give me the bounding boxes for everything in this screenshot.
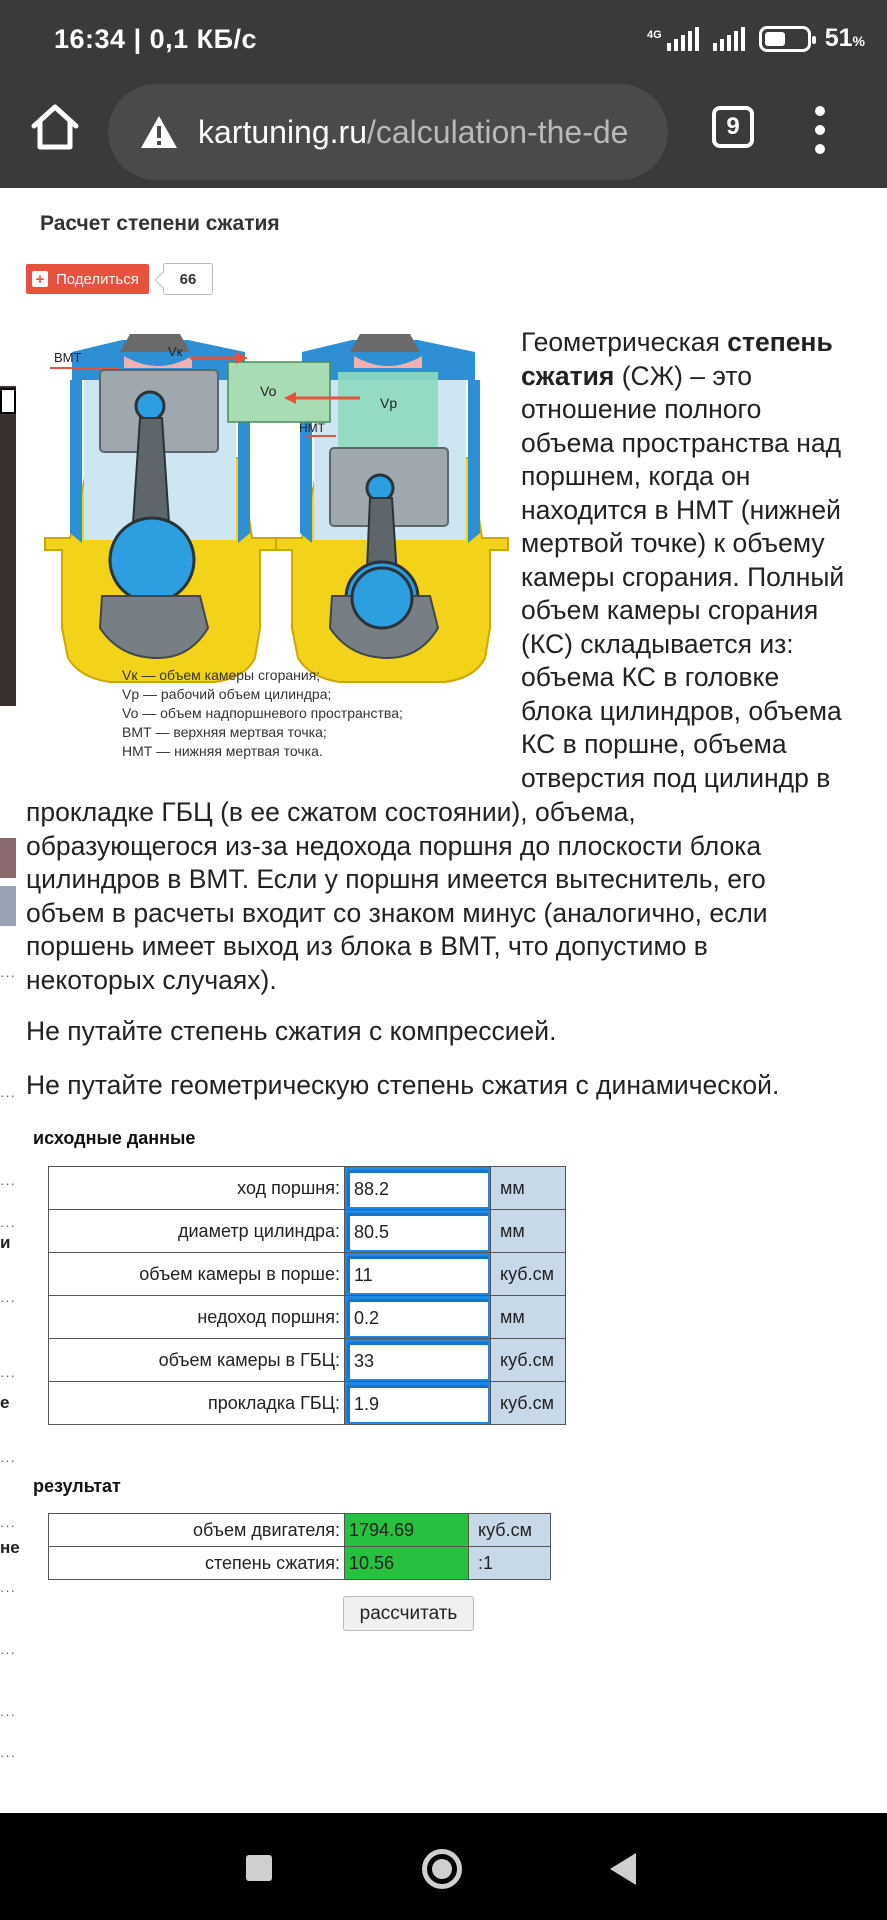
system-nav-bar bbox=[0, 1813, 887, 1920]
text-run: поршнем, когда он bbox=[521, 461, 751, 491]
signal-icon bbox=[713, 27, 745, 51]
input-cell bbox=[345, 1382, 491, 1425]
text-line bbox=[521, 661, 887, 695]
label-vo: Vo bbox=[260, 383, 277, 399]
article-note: Не путайте геометрическую степень сжатия с динамической. bbox=[26, 1070, 780, 1100]
engine-cylinder-diagram bbox=[40, 328, 510, 698]
unit-label: куб.см bbox=[491, 1339, 566, 1382]
input-cell bbox=[345, 1296, 491, 1339]
input-label: ход поршня: bbox=[49, 1167, 345, 1210]
clock: 16:34 bbox=[54, 24, 126, 54]
recents-icon[interactable] bbox=[246, 1855, 272, 1881]
text-run: объем камеры сгорания bbox=[521, 595, 819, 625]
text-line: цилиндров в ВМТ. Если у поршня имеется вытеснитель, его bbox=[26, 864, 766, 894]
text-line bbox=[521, 494, 887, 528]
tab-switcher-button[interactable]: 9 bbox=[712, 106, 754, 148]
text-line bbox=[521, 360, 887, 394]
share-count: 66 bbox=[163, 263, 213, 295]
warning-icon[interactable] bbox=[140, 114, 178, 150]
input-row bbox=[49, 1167, 566, 1210]
plus-icon: + bbox=[32, 271, 48, 287]
unit-label: :1 bbox=[469, 1547, 551, 1580]
address-bar[interactable] bbox=[108, 84, 668, 180]
input-row bbox=[49, 1382, 566, 1425]
input-row bbox=[49, 1339, 566, 1382]
input-label: недоход поршня: bbox=[49, 1296, 345, 1339]
text-line bbox=[521, 427, 887, 461]
label-vp: Vp bbox=[380, 395, 398, 411]
input-label: объем камеры в ГБЦ: bbox=[49, 1339, 345, 1382]
calc-input-field[interactable] bbox=[347, 1256, 488, 1293]
article-paragraph bbox=[521, 326, 887, 795]
url-text[interactable]: kartuning.ru/calculation-the-de bbox=[198, 113, 629, 150]
network-type: 4G bbox=[647, 28, 662, 41]
text-line: поршень имеет выход из блока в ВМТ, что допустимо в bbox=[26, 931, 708, 961]
result-label: степень сжатия: bbox=[49, 1547, 345, 1580]
text-line bbox=[521, 393, 887, 427]
text-line bbox=[521, 728, 887, 762]
result-label: объем двигателя: bbox=[49, 1514, 345, 1547]
legend-item: Vк — объем камеры сгорания; bbox=[122, 667, 321, 683]
text-line bbox=[521, 527, 887, 561]
text-line: прокладке ГБЦ (в ее сжатом состоянии), объема, bbox=[26, 797, 636, 827]
calc-input-field[interactable] bbox=[347, 1342, 488, 1379]
text-run: отверстия под цилиндр в bbox=[521, 762, 831, 793]
status-bar bbox=[0, 0, 887, 78]
sidebar-badge-fragment bbox=[0, 388, 16, 414]
result-value: 1794.69 bbox=[345, 1514, 469, 1547]
home-circle-icon[interactable] bbox=[422, 1849, 462, 1889]
unit-label: мм bbox=[491, 1167, 566, 1210]
text-line bbox=[521, 695, 887, 729]
sidebar-dots: ··· bbox=[0, 968, 16, 983]
text-line bbox=[521, 561, 887, 595]
label-vk: Vк bbox=[168, 344, 183, 359]
article-paragraph-continued bbox=[26, 796, 876, 997]
calculator-input-table bbox=[48, 1166, 566, 1425]
legend-item: Vp — рабочий объем цилиндра; bbox=[122, 686, 332, 702]
input-label: прокладка ГБЦ: bbox=[49, 1382, 345, 1425]
text-line bbox=[521, 460, 887, 494]
text-run: (КС) складывается из: bbox=[521, 628, 794, 659]
sidebar-thumb-1 bbox=[0, 838, 16, 878]
text-run: находится в НМТ (нижней bbox=[521, 494, 841, 525]
text-run: отношение полного bbox=[521, 394, 762, 424]
calc-input-field[interactable] bbox=[347, 1213, 488, 1250]
text-line bbox=[521, 628, 887, 662]
legend-item: ВМТ — верхняя мертвая точка; bbox=[122, 724, 327, 740]
text-run: КС в поршне, объема bbox=[521, 729, 787, 759]
unit-label: мм bbox=[491, 1296, 566, 1339]
unit-label: куб.см bbox=[491, 1253, 566, 1296]
battery-icon bbox=[759, 26, 811, 52]
article-note: Не путайте степень сжатия с компрессией. bbox=[26, 1016, 557, 1046]
text-line: некоторых случаях). bbox=[26, 964, 277, 995]
legend-item: НМТ — нижняя мертвая точка. bbox=[122, 743, 323, 759]
input-row bbox=[49, 1210, 566, 1253]
unit-label: куб.см bbox=[491, 1382, 566, 1425]
battery-percent: 51% bbox=[824, 24, 865, 52]
bold-term: сжатия bbox=[521, 360, 615, 391]
unit-label: мм bbox=[491, 1210, 566, 1253]
calculator-result-table bbox=[48, 1513, 551, 1580]
text-line bbox=[521, 326, 887, 360]
text-run: камеры сгорания. Полный bbox=[521, 561, 845, 592]
text-run: объема КС в головке bbox=[521, 662, 780, 692]
calc-input-field[interactable] bbox=[347, 1170, 488, 1207]
input-label: объем камеры в порше: bbox=[49, 1253, 345, 1296]
unit-label: куб.см bbox=[469, 1514, 551, 1547]
input-cell bbox=[345, 1253, 491, 1296]
signal-4g-icon bbox=[647, 27, 699, 51]
share-label: Поделиться bbox=[56, 270, 139, 288]
sidebar-letter: и bbox=[0, 1233, 11, 1252]
status-time bbox=[54, 24, 257, 55]
left-sidebar-fragment: ··· ··· ··· ··· и ··· ··· е ··· ··· не ··· ··· ··· ··· bbox=[0, 188, 18, 1813]
more-vert-icon[interactable] bbox=[808, 106, 832, 154]
sidebar-letter: не bbox=[0, 1538, 20, 1557]
label-vmt: ВМТ bbox=[54, 350, 82, 365]
input-row bbox=[49, 1253, 566, 1296]
text-run: объема пространства над bbox=[521, 427, 842, 458]
network-speed: | 0,1 КБ/с bbox=[133, 24, 258, 54]
calculate-button[interactable]: рассчитать bbox=[343, 1596, 474, 1631]
text-run: блока цилиндров, объема bbox=[521, 695, 842, 726]
diagram-legend bbox=[122, 666, 403, 761]
result-value: 10.56 bbox=[345, 1547, 469, 1580]
calc-input-field[interactable] bbox=[347, 1299, 488, 1336]
article-title: Расчет степени сжатия bbox=[40, 212, 280, 235]
web-page[interactable] bbox=[0, 188, 887, 1813]
sidebar-image-fragment bbox=[0, 386, 16, 706]
input-label: диаметр цилиндра: bbox=[49, 1210, 345, 1253]
status-icons bbox=[647, 24, 865, 53]
text-line bbox=[521, 762, 887, 796]
input-row bbox=[49, 1296, 566, 1339]
label-nmt: НМТ bbox=[299, 421, 325, 435]
result-row bbox=[49, 1514, 551, 1547]
calc-input-field[interactable] bbox=[347, 1385, 488, 1422]
results-section-title: результат bbox=[33, 1476, 121, 1496]
sidebar-letter: е bbox=[0, 1393, 10, 1412]
text-run: мертвой точке) к объему bbox=[521, 528, 825, 558]
input-cell bbox=[345, 1339, 491, 1382]
sidebar-thumb-2 bbox=[0, 886, 16, 926]
inputs-section-title: исходные данные bbox=[33, 1128, 196, 1148]
text-line: образующегося из-за недохода поршня до плоскости блока bbox=[26, 830, 762, 861]
legend-item: Vo — объем надпоршневого пространства; bbox=[122, 705, 403, 721]
result-row bbox=[49, 1547, 551, 1580]
share-button[interactable] bbox=[26, 264, 149, 294]
input-cell bbox=[345, 1210, 491, 1253]
text-run: (СЖ) – это bbox=[614, 360, 752, 391]
browser-toolbar bbox=[0, 78, 887, 188]
back-icon[interactable] bbox=[610, 1853, 636, 1885]
bold-term: степень bbox=[727, 327, 833, 357]
input-cell bbox=[345, 1167, 491, 1210]
home-icon[interactable] bbox=[28, 100, 82, 154]
text-run: Геометрическая bbox=[521, 327, 728, 357]
text-line: объем в расчеты входит со знаком минус (аналогично, если bbox=[26, 897, 768, 928]
text-line bbox=[521, 594, 887, 628]
